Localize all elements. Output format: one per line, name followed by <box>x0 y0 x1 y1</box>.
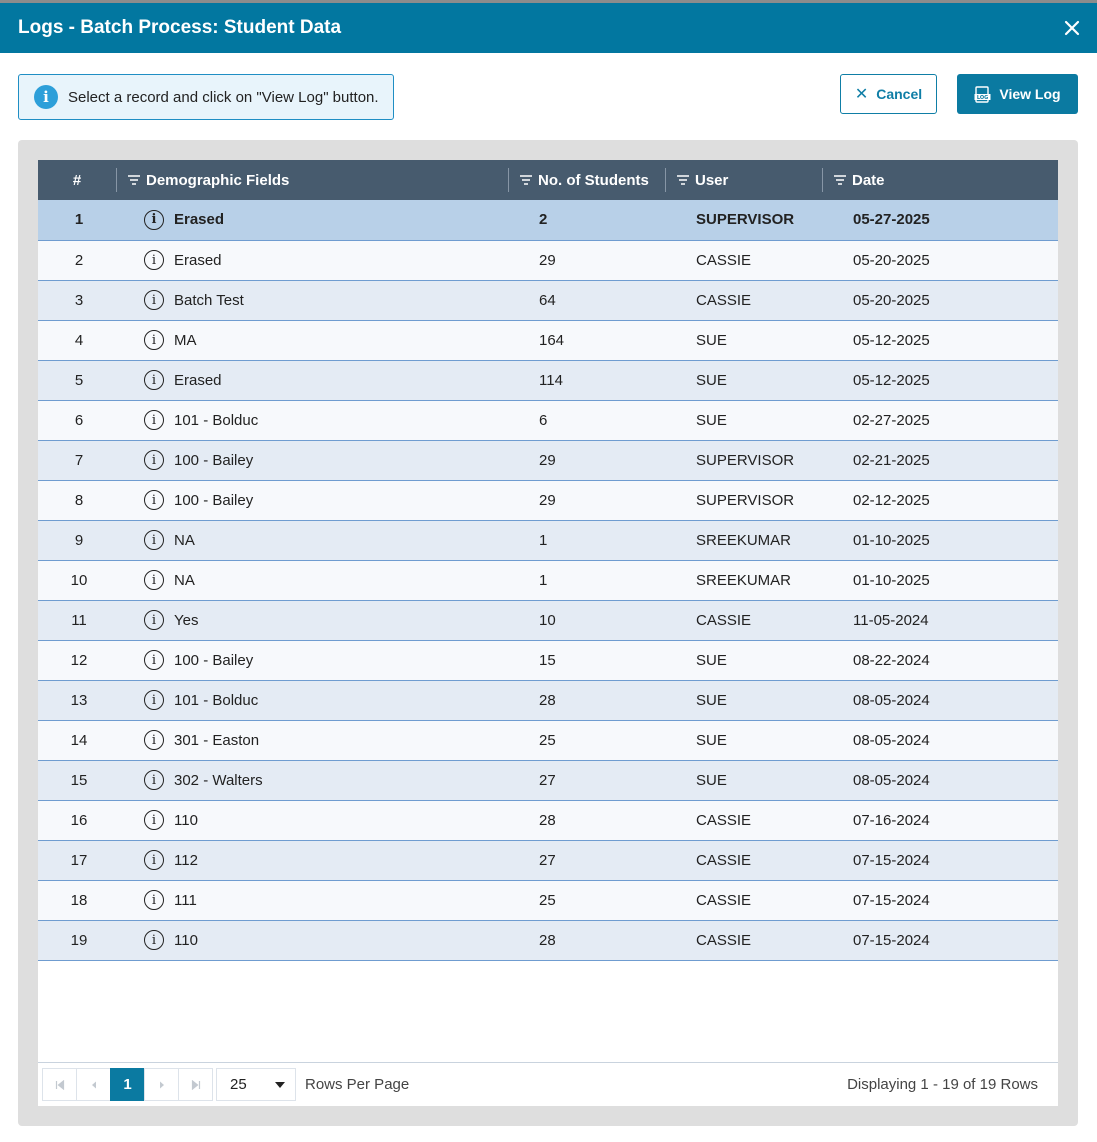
cell-user: SUE <box>696 371 727 389</box>
cell-date: 08-05-2024 <box>853 731 930 749</box>
cell-num: 16 <box>70 811 88 829</box>
cell-user: SUE <box>696 651 727 669</box>
close-button[interactable] <box>1059 15 1085 41</box>
cell-user: SREEKUMAR <box>696 571 792 589</box>
cell-students: 1 <box>539 571 548 589</box>
last-page-button[interactable] <box>178 1068 213 1101</box>
table-row[interactable] <box>38 640 1058 680</box>
info-icon[interactable]: i <box>144 450 164 470</box>
cell-students: 164 <box>539 331 565 349</box>
cell-demographic-text: Erased <box>174 211 225 229</box>
info-icon[interactable]: i <box>144 250 164 270</box>
cell-demographic <box>116 840 508 880</box>
table-row[interactable] <box>38 600 1058 640</box>
cell-date: 01-10-2025 <box>853 531 930 549</box>
table-row[interactable] <box>38 320 1058 360</box>
cell-demographic <box>116 760 508 800</box>
info-icon[interactable]: i <box>144 650 164 670</box>
table-row[interactable] <box>38 520 1058 560</box>
info-icon[interactable]: i <box>144 890 164 910</box>
filter-icon[interactable] <box>677 175 689 185</box>
cell-date: 07-15-2024 <box>853 931 930 949</box>
cell-demographic-text: 301 - Easton <box>174 731 260 749</box>
cell-date: 08-22-2024 <box>853 651 930 669</box>
cell-user: SUE <box>696 331 727 349</box>
first-page-icon <box>55 1080 65 1090</box>
info-icon[interactable]: i <box>144 690 164 710</box>
cancel-button-label: Cancel <box>876 86 923 102</box>
cell-demographic-text: MA <box>174 331 197 349</box>
cell-students: 29 <box>539 451 556 469</box>
cell-num: 7 <box>74 451 84 469</box>
cell-demographic-text: Batch Test <box>174 291 244 309</box>
table-row[interactable] <box>38 400 1058 440</box>
cell-demographic-text: 100 - Bailey <box>174 651 254 669</box>
cell-students: 25 <box>539 731 556 749</box>
cell-date: 02-21-2025 <box>853 451 930 469</box>
cell-students: 25 <box>539 891 556 909</box>
displaying-rows-status: Displaying 1 - 19 of 19 Rows <box>847 1076 1038 1093</box>
cell-demographic <box>116 720 508 760</box>
cell-num: 12 <box>70 651 88 669</box>
close-icon <box>1064 20 1080 36</box>
cell-num: 1 <box>74 211 84 229</box>
cell-date: 02-27-2025 <box>853 411 930 429</box>
table-row[interactable] <box>38 840 1058 880</box>
cell-num: 19 <box>70 931 88 949</box>
cell-students: 27 <box>539 851 556 869</box>
cell-demographic-text: 100 - Bailey <box>174 451 254 469</box>
cell-date: 05-12-2025 <box>853 331 930 349</box>
cell-num: 6 <box>74 411 84 429</box>
next-page-icon <box>157 1080 167 1090</box>
info-icon[interactable]: i <box>144 570 164 590</box>
column-header-num[interactable] <box>38 160 116 200</box>
info-icon[interactable]: i <box>144 410 164 430</box>
cell-user: SUE <box>696 771 727 789</box>
column-header-date-label: Date <box>852 171 885 189</box>
svg-text:LOG: LOG <box>977 94 989 101</box>
cell-demographic-text: NA <box>174 531 195 549</box>
table-row[interactable] <box>38 200 1058 240</box>
log-file-icon <box>974 86 991 103</box>
cell-num: 11 <box>71 611 87 629</box>
cell-user: CASSIE <box>696 251 752 269</box>
cell-date: 07-15-2024 <box>853 851 930 869</box>
cell-demographic-text: 100 - Bailey <box>174 491 254 509</box>
cell-students: 27 <box>539 771 556 789</box>
info-icon: i <box>34 85 58 109</box>
cell-num: 14 <box>70 731 88 749</box>
chevron-down-icon <box>275 1082 285 1088</box>
cell-user: CASSIE <box>696 891 752 909</box>
table-header-row <box>38 160 1058 200</box>
filter-icon[interactable] <box>520 175 532 185</box>
column-separator <box>508 168 509 192</box>
cell-demographic-text: Yes <box>174 611 199 629</box>
cell-demographic <box>116 240 508 280</box>
previous-page-button[interactable] <box>76 1068 111 1101</box>
table-row[interactable] <box>38 360 1058 400</box>
cell-students: 2 <box>539 211 548 229</box>
cell-students: 10 <box>539 611 556 629</box>
filter-icon[interactable] <box>128 175 140 185</box>
info-icon[interactable]: i <box>144 370 164 390</box>
logs-table <box>38 160 1058 961</box>
cell-demographic <box>116 440 508 480</box>
page-button-current[interactable] <box>110 1068 145 1101</box>
cell-user: CASSIE <box>696 931 752 949</box>
cell-num: 5 <box>74 371 84 389</box>
cell-date: 05-27-2025 <box>853 211 930 229</box>
pagination-bar <box>38 1062 1058 1106</box>
logs-grid <box>38 160 1058 1106</box>
cell-num: 17 <box>70 851 88 869</box>
rows-per-page-value: 25 <box>230 1076 247 1093</box>
cell-demographic-text: 112 <box>174 851 198 869</box>
cell-user: CASSIE <box>696 851 752 869</box>
column-header-user-label: User <box>695 171 729 189</box>
info-icon[interactable]: i <box>144 490 164 510</box>
cell-demographic-text: 110 <box>174 931 198 949</box>
table-row[interactable] <box>38 440 1058 480</box>
previous-page-icon <box>89 1080 99 1090</box>
dialog-title: Logs - Batch Process: Student Data <box>18 17 342 38</box>
table-row[interactable] <box>38 680 1058 720</box>
cell-students: 29 <box>539 491 556 509</box>
cell-demographic <box>116 800 508 840</box>
table-row[interactable] <box>38 800 1058 840</box>
cell-students: 64 <box>539 291 556 309</box>
cell-date: 05-12-2025 <box>853 371 930 389</box>
cell-demographic-text: NA <box>174 571 195 589</box>
view-log-button[interactable] <box>957 74 1078 114</box>
close-icon: ✕ <box>854 86 869 103</box>
info-icon[interactable]: i <box>144 530 164 550</box>
cell-num: 10 <box>70 571 88 589</box>
cell-demographic <box>116 680 508 720</box>
info-icon[interactable]: i <box>144 930 164 950</box>
cell-user: SUE <box>696 411 727 429</box>
cell-demographic-text: Erased <box>174 251 222 269</box>
cell-num: 13 <box>70 691 88 709</box>
info-icon[interactable]: i <box>144 810 164 830</box>
column-header-num-label: # <box>72 171 82 189</box>
cell-demographic <box>116 920 508 960</box>
cell-date: 07-16-2024 <box>853 811 930 829</box>
cell-demographic <box>116 200 508 240</box>
cell-num: 15 <box>70 771 88 789</box>
cell-demographic-text: 101 - Bolduc <box>174 691 259 709</box>
view-log-button-label: View Log <box>999 86 1061 102</box>
info-icon[interactable]: i <box>144 730 164 750</box>
cell-demographic <box>116 400 508 440</box>
column-separator <box>116 168 117 192</box>
info-icon[interactable]: i <box>144 210 164 230</box>
cell-demographic-text: 111 <box>174 891 197 909</box>
cell-demographic <box>116 640 508 680</box>
cell-num: 4 <box>74 331 84 349</box>
cell-date: 05-20-2025 <box>853 251 930 269</box>
toolbar <box>0 53 1097 140</box>
current-page-number: 1 <box>123 1076 132 1093</box>
cell-students: 15 <box>539 651 556 669</box>
cell-demographic <box>116 880 508 920</box>
cell-user: SUPERVISOR <box>696 211 795 229</box>
cell-user: CASSIE <box>696 811 752 829</box>
column-separator <box>665 168 666 192</box>
cancel-button[interactable] <box>840 74 937 114</box>
next-page-button[interactable] <box>144 1068 179 1101</box>
cell-num: 2 <box>74 251 84 269</box>
table-row[interactable] <box>38 560 1058 600</box>
grid-panel <box>18 140 1078 1126</box>
cell-user: CASSIE <box>696 611 752 629</box>
cell-user: SUPERVISOR <box>696 491 795 509</box>
cell-date: 07-15-2024 <box>853 891 930 909</box>
column-header-user[interactable] <box>665 160 822 200</box>
cell-demographic <box>116 480 508 520</box>
table-row[interactable] <box>38 240 1058 280</box>
last-page-icon <box>191 1080 201 1090</box>
cell-demographic <box>116 360 508 400</box>
cell-students: 1 <box>539 531 548 549</box>
cell-date: 02-12-2025 <box>853 491 930 509</box>
cell-students: 28 <box>539 811 556 829</box>
table-body <box>38 200 1058 960</box>
cell-user: SUPERVISOR <box>696 451 795 469</box>
cell-date: 08-05-2024 <box>853 771 930 789</box>
info-icon[interactable]: i <box>144 330 164 350</box>
info-icon[interactable]: i <box>144 850 164 870</box>
cell-demographic <box>116 520 508 560</box>
cell-demographic <box>116 600 508 640</box>
info-icon[interactable]: i <box>144 610 164 630</box>
cell-user: SUE <box>696 691 727 709</box>
cell-demographic <box>116 560 508 600</box>
cell-num: 9 <box>74 531 84 549</box>
rows-per-page-select[interactable] <box>216 1068 296 1101</box>
cell-num: 18 <box>70 891 88 909</box>
column-header-date[interactable] <box>822 160 1058 200</box>
info-message: Select a record and click on "View Log" button. <box>68 88 379 106</box>
cell-user: CASSIE <box>696 291 752 309</box>
table-row[interactable] <box>38 920 1058 960</box>
cell-demographic <box>116 320 508 360</box>
column-header-students-label: No. of Students <box>538 171 649 189</box>
info-icon[interactable]: i <box>144 770 164 790</box>
cell-students: 6 <box>539 411 548 429</box>
table-row[interactable] <box>38 880 1058 920</box>
cell-students: 28 <box>539 931 556 949</box>
table-row[interactable] <box>38 280 1058 320</box>
table-row[interactable] <box>38 720 1058 760</box>
cell-date: 11-05-2024 <box>853 611 929 629</box>
cell-user: SUE <box>696 731 727 749</box>
dialog-title-bar <box>0 3 1097 53</box>
cell-date: 08-05-2024 <box>853 691 930 709</box>
cell-students: 114 <box>539 371 563 389</box>
cell-students: 29 <box>539 251 556 269</box>
column-header-demographic-label: Demographic Fields <box>146 171 290 189</box>
cell-num: 3 <box>74 291 84 309</box>
column-header-demographic[interactable] <box>116 160 508 200</box>
rows-per-page-label: Rows Per Page <box>305 1076 410 1093</box>
cell-date: 01-10-2025 <box>853 571 930 589</box>
cell-demographic-text: Erased <box>174 371 222 389</box>
filter-icon[interactable] <box>834 175 846 185</box>
cell-demographic <box>116 280 508 320</box>
cell-date: 05-20-2025 <box>853 291 930 309</box>
first-page-button[interactable] <box>42 1068 77 1101</box>
info-icon[interactable]: i <box>144 290 164 310</box>
table-row[interactable] <box>38 480 1058 520</box>
column-separator <box>822 168 823 192</box>
cell-demographic-text: 101 - Bolduc <box>174 411 259 429</box>
info-message-box <box>18 74 394 120</box>
cell-demographic-text: 302 - Walters <box>174 771 263 789</box>
cell-user: SREEKUMAR <box>696 531 792 549</box>
cell-demographic-text: 110 <box>174 811 198 829</box>
column-header-students[interactable] <box>508 160 665 200</box>
cell-students: 28 <box>539 691 556 709</box>
cell-num: 8 <box>74 491 84 509</box>
table-row[interactable] <box>38 760 1058 800</box>
